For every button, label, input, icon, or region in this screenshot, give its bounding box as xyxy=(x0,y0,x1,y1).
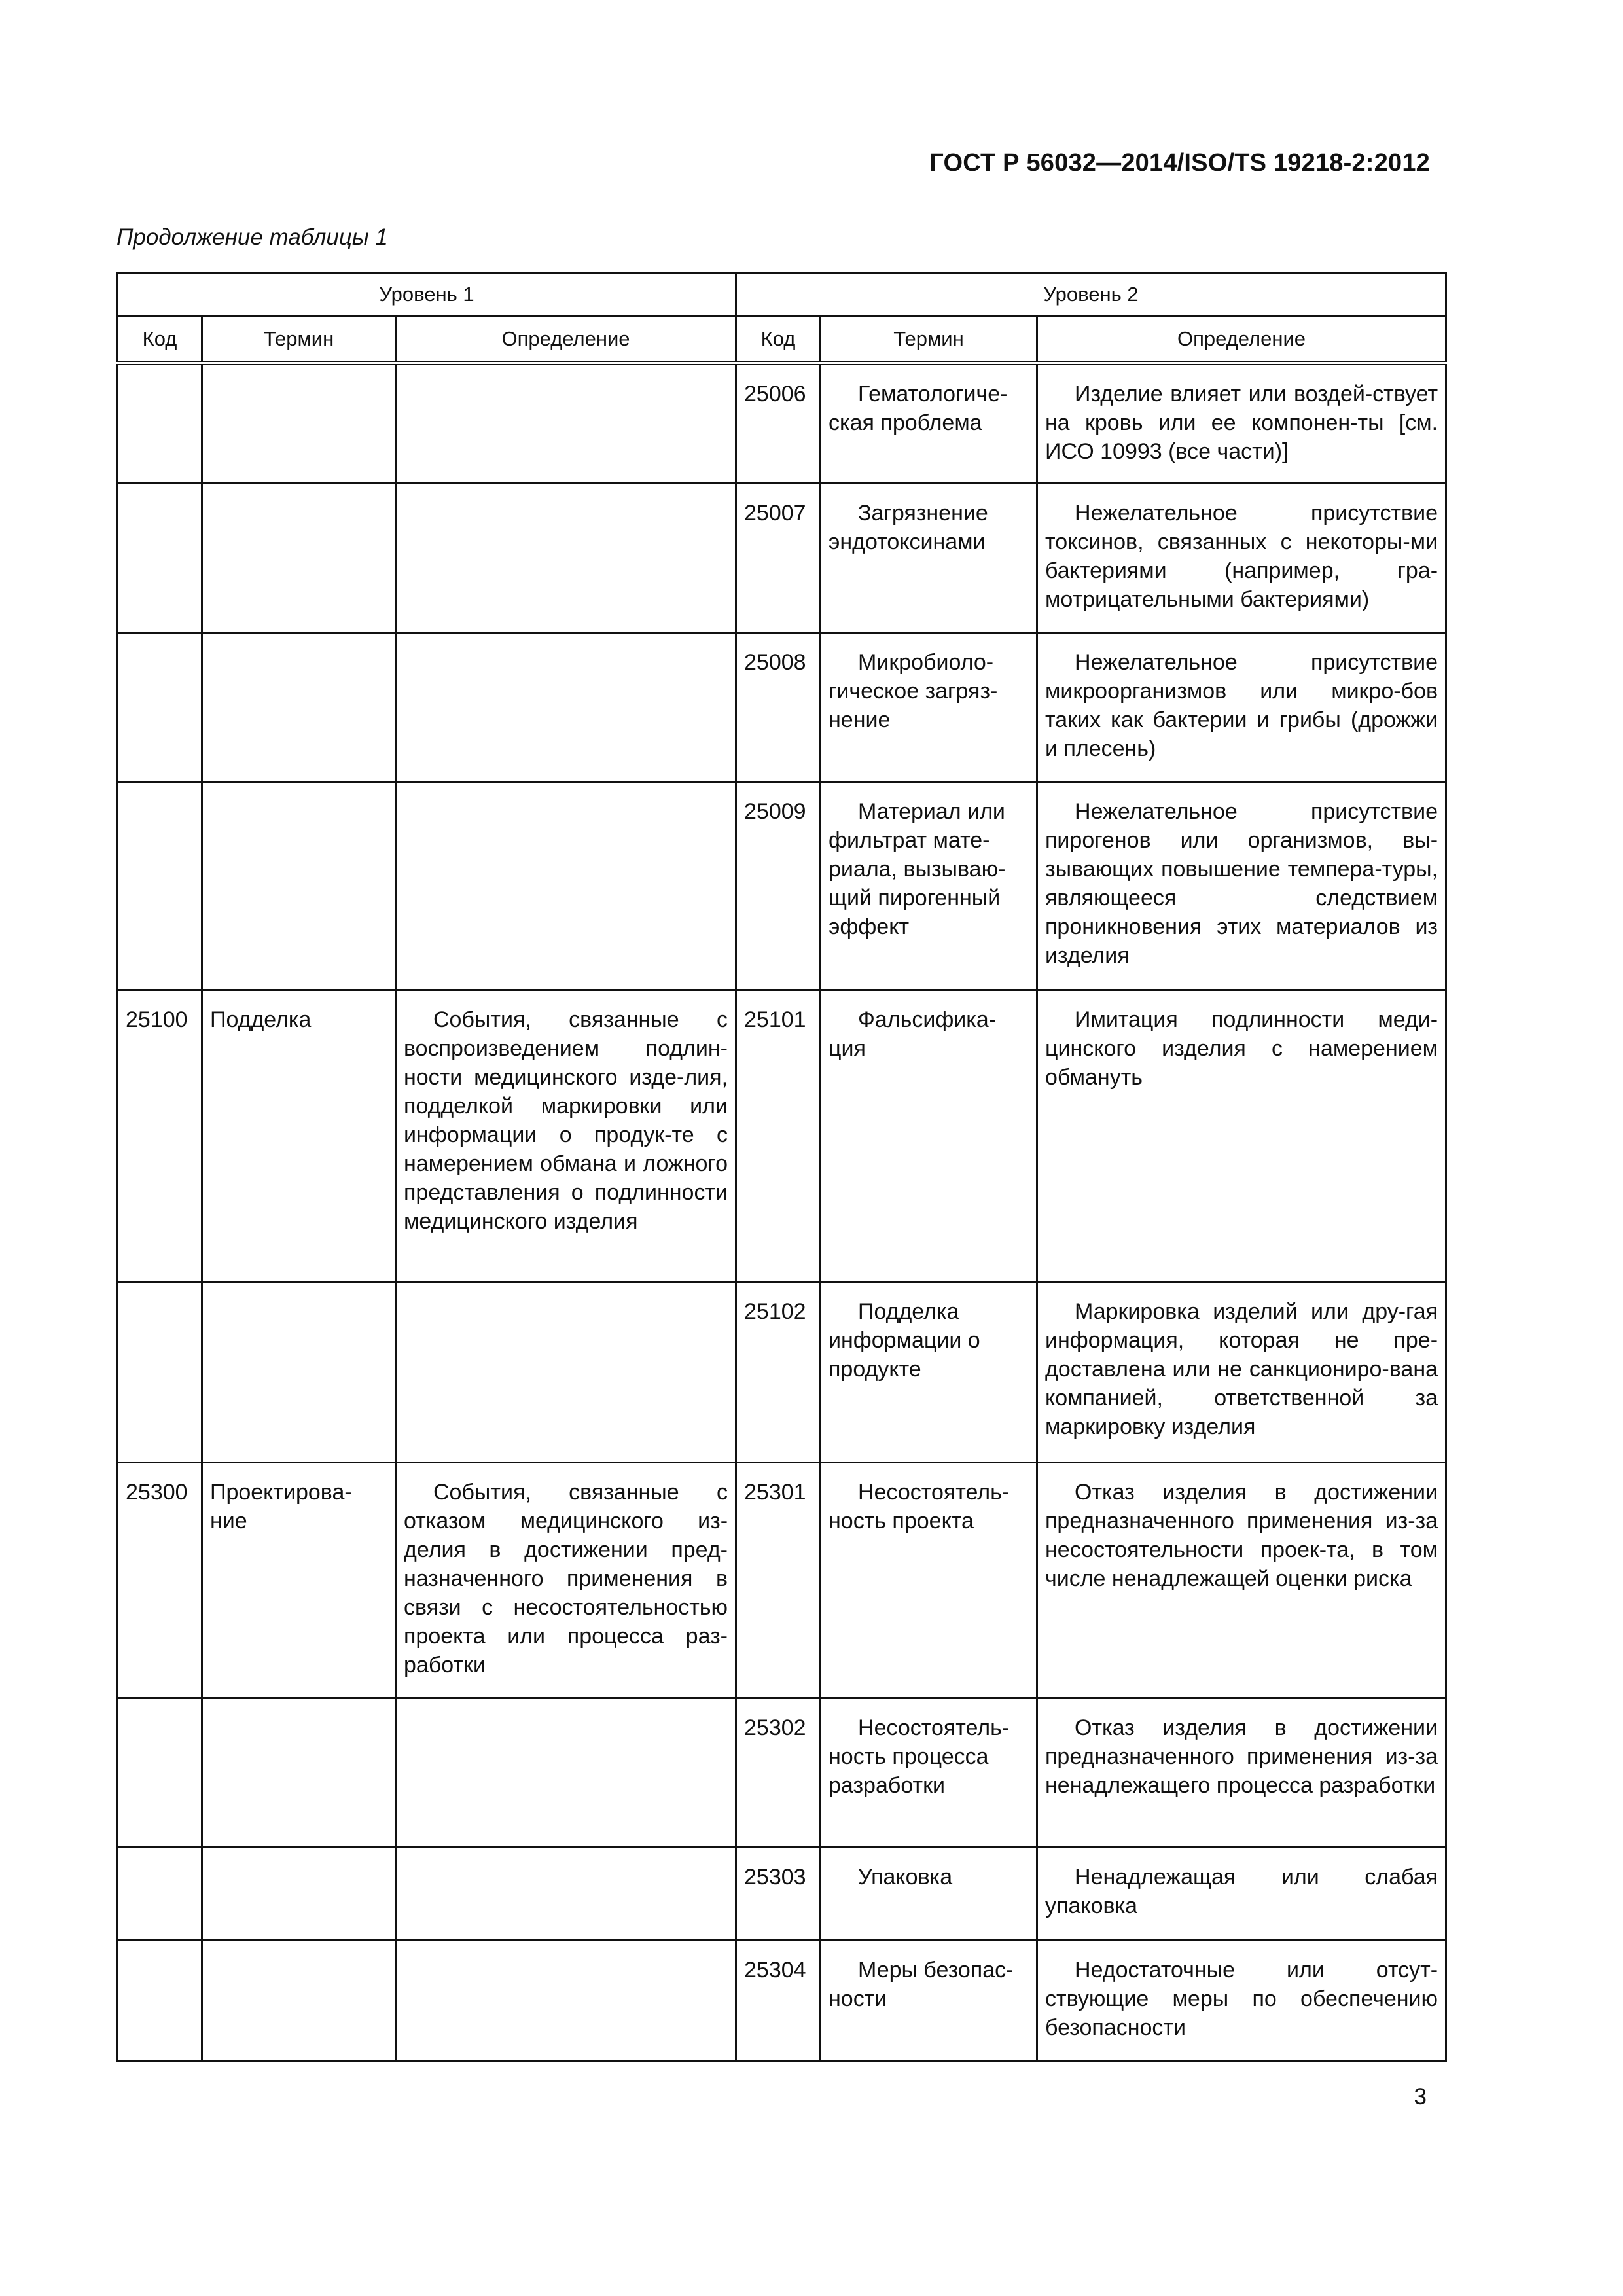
table-caption: Продолжение таблицы 1 xyxy=(116,224,388,250)
level1-definition-cell xyxy=(396,1698,736,1848)
level1-term-cell: Проектирова-ние xyxy=(202,1463,396,1698)
level2-term-cell: Упаковка xyxy=(821,1848,1037,1941)
level2-code-cell: 25006 xyxy=(736,363,821,484)
column-header: Определение xyxy=(1037,317,1446,363)
level1-definition-cell xyxy=(396,782,736,990)
level2-term-cell: Гематологиче-ская проблема xyxy=(821,363,1037,484)
table-row xyxy=(118,363,1446,484)
table-row xyxy=(118,633,1446,782)
level1-code-cell xyxy=(118,1282,202,1463)
table-row xyxy=(118,1463,1446,1698)
level1-term-cell xyxy=(202,633,396,782)
level2-code-cell: 25007 xyxy=(736,484,821,633)
level1-definition-cell xyxy=(396,1282,736,1463)
level2-definition-cell: Маркировка изделий или дру-гая информация, которая не пре-доставлена или не санкциониро-вана компанией, ответственной за маркировку изделия xyxy=(1037,1282,1446,1463)
level2-code-cell: 25302 xyxy=(736,1698,821,1848)
level1-code-cell xyxy=(118,782,202,990)
level2-code-cell: 25101 xyxy=(736,990,821,1282)
level1-term-cell xyxy=(202,1698,396,1848)
standard-designation: ГОСТ Р 56032—2014/ISO/TS 19218-2:2012 xyxy=(929,149,1430,177)
table-body xyxy=(118,363,1446,2061)
table-row xyxy=(118,1698,1446,1848)
level2-term-cell: Несостоятель-ность проекта xyxy=(821,1463,1037,1698)
level1-code-cell xyxy=(118,1848,202,1941)
level1-code-cell: 25100 xyxy=(118,990,202,1282)
level1-definition-cell xyxy=(396,1941,736,2061)
level1-code-cell: 25300 xyxy=(118,1463,202,1698)
table-row xyxy=(118,1848,1446,1941)
level2-term-cell: Подделка информации о продукте xyxy=(821,1282,1037,1463)
column-header-row xyxy=(118,317,1446,363)
level2-term-cell: Несостоятель-ность процесса разработки xyxy=(821,1698,1037,1848)
page-number: 3 xyxy=(1414,2084,1427,2109)
table-row xyxy=(118,484,1446,633)
level1-code-cell xyxy=(118,1941,202,2061)
level2-code-cell: 25008 xyxy=(736,633,821,782)
level2-definition-cell: Отказ изделия в достижении предназначенного применения из-за несостоятельности проек-та, в том числе ненадлежащей оценки риска xyxy=(1037,1463,1446,1698)
table-row xyxy=(118,990,1446,1282)
column-header: Термин xyxy=(821,317,1037,363)
level2-term-cell: Микробиоло-гическое загряз-нение xyxy=(821,633,1037,782)
level2-code-cell: 25301 xyxy=(736,1463,821,1698)
level1-code-cell xyxy=(118,484,202,633)
level2-definition-cell: Нежелательное присутствие токсинов, связанных с некоторы-ми бактериями (например, гра-мотрицательными бактериями) xyxy=(1037,484,1446,633)
level1-term-cell xyxy=(202,1282,396,1463)
level2-code-cell: 25304 xyxy=(736,1941,821,2061)
level1-term-cell: Подделка xyxy=(202,990,396,1282)
level1-definition-cell xyxy=(396,1848,736,1941)
level2-term-cell: Меры безопас-ности xyxy=(821,1941,1037,2061)
table-row xyxy=(118,1941,1446,2061)
level1-term-cell xyxy=(202,363,396,484)
level1-code-cell xyxy=(118,1698,202,1848)
level1-term-cell xyxy=(202,782,396,990)
level2-definition-cell: Изделие влияет или воздей-ствует на кровь или ее компонен-ты [см. ИСО 10993 (все части)] xyxy=(1037,363,1446,484)
level2-definition-cell: Отказ изделия в достижении предназначенного применения из-за ненадлежащего процесса разработки xyxy=(1037,1698,1446,1848)
table-row xyxy=(118,782,1446,990)
level-header-row xyxy=(118,273,1446,317)
column-header: Код xyxy=(736,317,821,363)
level2-code-cell: 25009 xyxy=(736,782,821,990)
level2-definition-cell: Нежелательное присутствие микроорганизмов или микро-бов таких как бактерии и грибы (дрожжи и плесень) xyxy=(1037,633,1446,782)
column-header: Определение xyxy=(396,317,736,363)
level1-definition-cell xyxy=(396,484,736,633)
level1-term-cell xyxy=(202,1941,396,2061)
column-header: Термин xyxy=(202,317,396,363)
level2-term-cell: Загрязнение эндотоксинами xyxy=(821,484,1037,633)
level2-definition-cell: Ненадлежащая или слабая упаковка xyxy=(1037,1848,1446,1941)
level1-term-cell xyxy=(202,1848,396,1941)
terms-table xyxy=(116,272,1447,2062)
level2-code-cell: 25303 xyxy=(736,1848,821,1941)
level1-definition-cell: События, связанные с воспроизведением подлин-ности медицинского изде-лия, подделкой маркировки или информации о продук-те с намерением обмана и ложного представления о подлинности медицинского изделия xyxy=(396,990,736,1282)
level2-definition-cell: Недостаточные или отсут-ствующие меры по обеспечению безопасности xyxy=(1037,1941,1446,2061)
level2-term-cell: Фальсифика-ция xyxy=(821,990,1037,1282)
level2-header: Уровень 2 xyxy=(736,273,1446,317)
level1-code-cell xyxy=(118,633,202,782)
level2-definition-cell: Нежелательное присутствие пирогенов или организмов, вы-зывающих повышение темпера-туры, являющееся следствием проникновения этих материалов из изделия xyxy=(1037,782,1446,990)
level1-definition-cell xyxy=(396,633,736,782)
level1-definition-cell: События, связанные с отказом медицинского из-делия в достижении пред-назначенного применения в связи с несостоятельностью проекта или процесса раз-работки xyxy=(396,1463,736,1698)
level1-definition-cell xyxy=(396,363,736,484)
table-row xyxy=(118,1282,1446,1463)
level1-header: Уровень 1 xyxy=(118,273,736,317)
level2-term-cell: Материал или фильтрат мате-риала, вызываю-щий пирогенный эффект xyxy=(821,782,1037,990)
level1-term-cell xyxy=(202,484,396,633)
level1-code-cell xyxy=(118,363,202,484)
column-header: Код xyxy=(118,317,202,363)
level2-code-cell: 25102 xyxy=(736,1282,821,1463)
level2-definition-cell: Имитация подлинности меди-цинского изделия с намерением обмануть xyxy=(1037,990,1446,1282)
